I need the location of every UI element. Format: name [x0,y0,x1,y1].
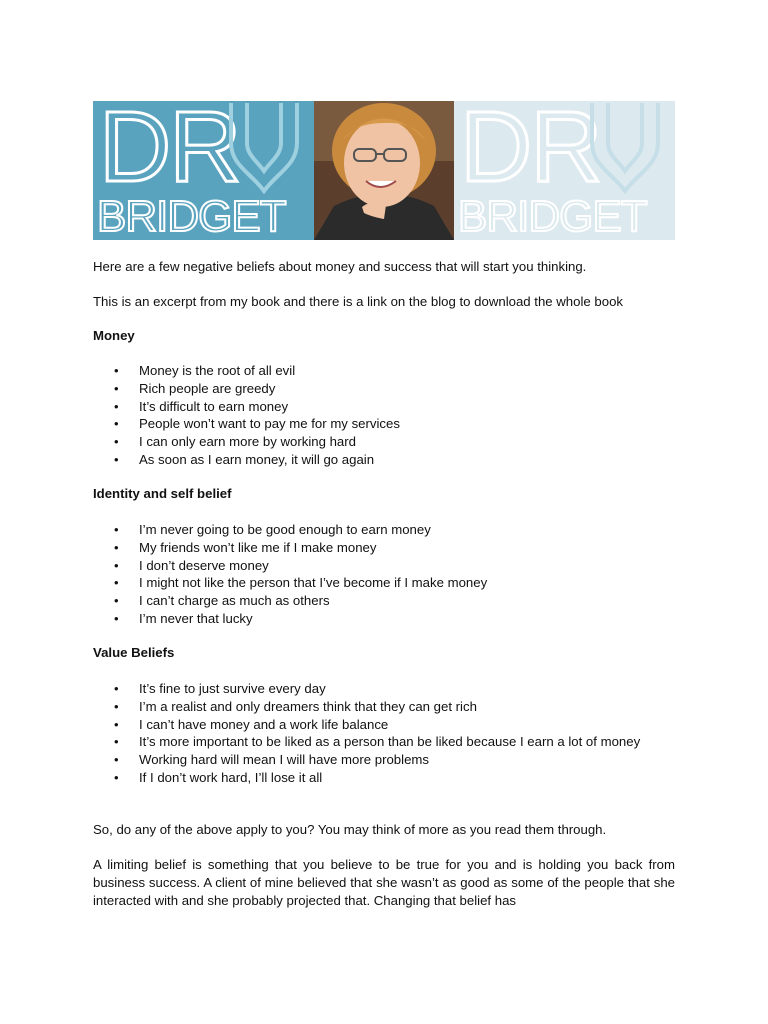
list-item: • If I don’t work hard, I’ll lose it all [93,769,653,787]
document-page [93,101,675,908]
excerpt-paragraph: This is an excerpt from my book and there is a link on the blog to download the whole book [93,294,623,309]
list-item: • It’s difficult to earn money [93,398,675,416]
list-item: • People won’t want to pay me for my services [93,415,675,433]
list-item: • Working hard will mean I will have more problems [93,751,653,769]
money-beliefs-list [93,362,675,469]
list-item: • It’s fine to just survive every day [93,680,653,698]
section-heading-identity: Identity and self belief [93,486,232,501]
header-banner [93,101,675,240]
intro-paragraph: Here are a few negative beliefs about money and success that will start you thinking. [93,259,587,274]
dr-bridget-logo-faded [454,101,675,240]
author-photo [314,101,454,240]
closing-paragraph: A limiting belief is something that you believe to be true for you and is holding you back from business success. A client of mine believed that she wasn’t as good as some of the people that she interacted with and she probably projected that. Changing that belief has [93,857,675,908]
question-paragraph: So, do any of the above apply to you? You may think of more as you read them through. [93,822,607,837]
list-item: • I don’t deserve money [93,557,675,575]
list-item: • I’m never that lucky [93,610,675,628]
list-item: • Money is the root of all evil [93,362,675,380]
identity-beliefs-list [93,521,675,628]
section-heading-money: Money [93,328,135,343]
section-heading-value: Value Beliefs [93,645,175,660]
heart-mark-icon [221,103,307,195]
list-item: • I’m never going to be good enough to earn money [93,521,675,539]
logo-bridget-text: BRIDGET [97,192,286,240]
list-item: • My friends won’t like me if I make money [93,539,675,557]
heart-mark-icon-faded [582,103,668,195]
list-item: • I might not like the person that I’ve become if I make money [93,574,675,592]
list-item: • I can only earn more by working hard [93,433,675,451]
list-item: • I can’t charge as much as others [93,592,675,610]
value-beliefs-list [93,680,653,787]
list-item: • As soon as I earn money, it will go again [93,451,675,469]
dr-bridget-logo [93,101,314,240]
list-item: • Rich people are greedy [93,380,675,398]
list-item: • I’m a realist and only dreamers think that they can get rich [93,698,653,716]
logo-dr-text: DR [99,101,240,203]
list-item: • It’s more important to be liked as a person than be liked because I earn a lot of money [93,733,653,751]
portrait-image [314,101,454,240]
logo-dr-text-faded: DR [460,101,601,203]
list-item: • I can’t have money and a work life balance [93,716,653,734]
logo-bridget-text-faded: BRIDGET [458,192,647,240]
